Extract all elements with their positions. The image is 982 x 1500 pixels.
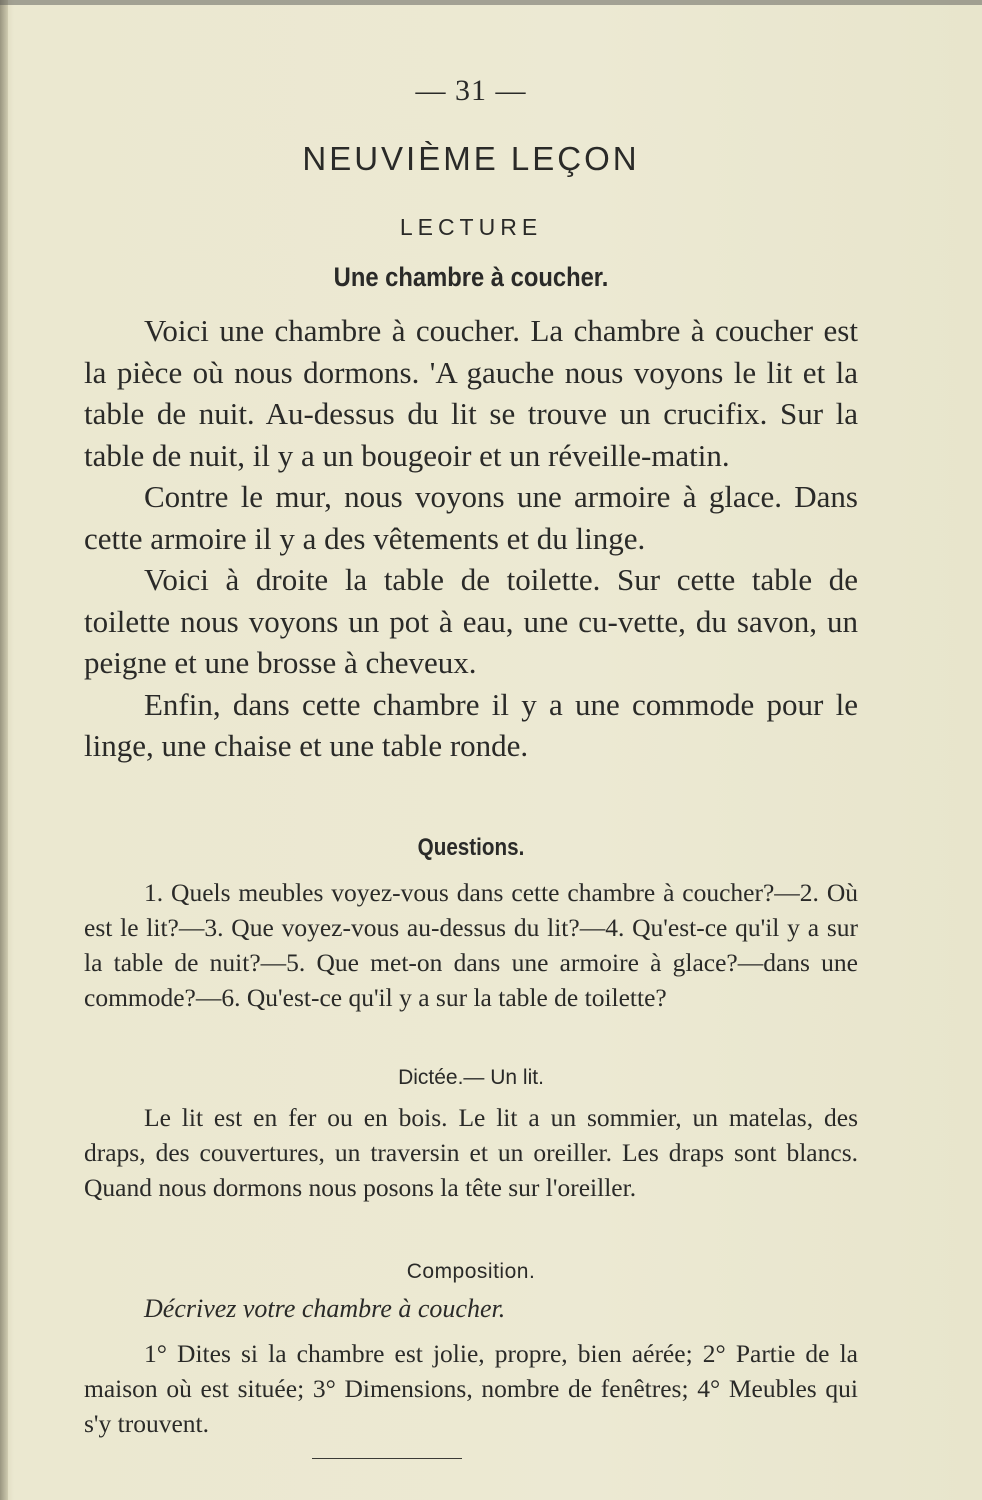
- composition-prompt: Décrivez votre chambre à coucher.: [144, 1294, 506, 1323]
- reading-title: Une chambre à coucher.: [333, 262, 609, 292]
- dictee-title: Dictée.— Un lit.: [398, 1066, 544, 1089]
- lesson-title: NEUVIÈME LEÇON: [302, 140, 640, 177]
- page-number: — 31 —: [415, 74, 527, 107]
- reading-paragraph: Voici à droite la table de toilette. Sur cette table de toilette nous voyons un pot à eau, une cu-vette, du savon, un peigne et une brosse à cheveux.: [84, 562, 858, 680]
- questions-text: 1. Quels meubles voyez-vous dans cette chambre à coucher?—2. Où est le lit?—3. Que voyez-vous au-dessus du lit?—4. Qu'est-ce qu'il y a sur la table de nuit?—5. Que met-on dans une armoire à glace?—dans une commode?—6. Qu'est-ce qu'il y a sur la table de toilette?: [84, 878, 858, 1012]
- reading-text: [84, 310, 858, 767]
- reading-paragraph: Contre le mur, nous voyons une armoire à glace. Dans cette armoire il y a des vêtements et du linge.: [84, 479, 858, 556]
- questions-title: Questions.: [417, 834, 525, 861]
- dictee-text: Le lit est en fer ou en bois. Le lit a un sommier, un matelas, des draps, des couvertures, un traversin et un oreiller. Les draps sont blancs. Quand nous dormons nous posons la tête sur l'oreiller.: [84, 1103, 858, 1202]
- reading-paragraph: Enfin, dans cette chambre il y a une commode pour le linge, une chaise et une table ronde.: [84, 686, 858, 763]
- book-spine: [0, 0, 8, 1500]
- end-rule-divider: [312, 1458, 462, 1459]
- composition-text: 1° Dites si la chambre est jolie, propre, bien aérée; 2° Partie de la maison où est située; 3° Dimensions, nombre de fenêtres; 4° Meubles qui s'y trouvent.: [84, 1339, 858, 1438]
- page-top-edge: [0, 0, 982, 5]
- section-label-lecture: LECTURE: [399, 214, 543, 240]
- reading-paragraph: Voici une chambre à coucher. La chambre à coucher est la pièce où nous dormons. 'A gauche nous voyons le lit et la table de nuit. Au-dessus du lit se trouve un crucifix. Sur la table de nuit, il y a un bougeoir et un réveille-matin.: [84, 313, 858, 473]
- composition-title: Composition.: [406, 1260, 536, 1283]
